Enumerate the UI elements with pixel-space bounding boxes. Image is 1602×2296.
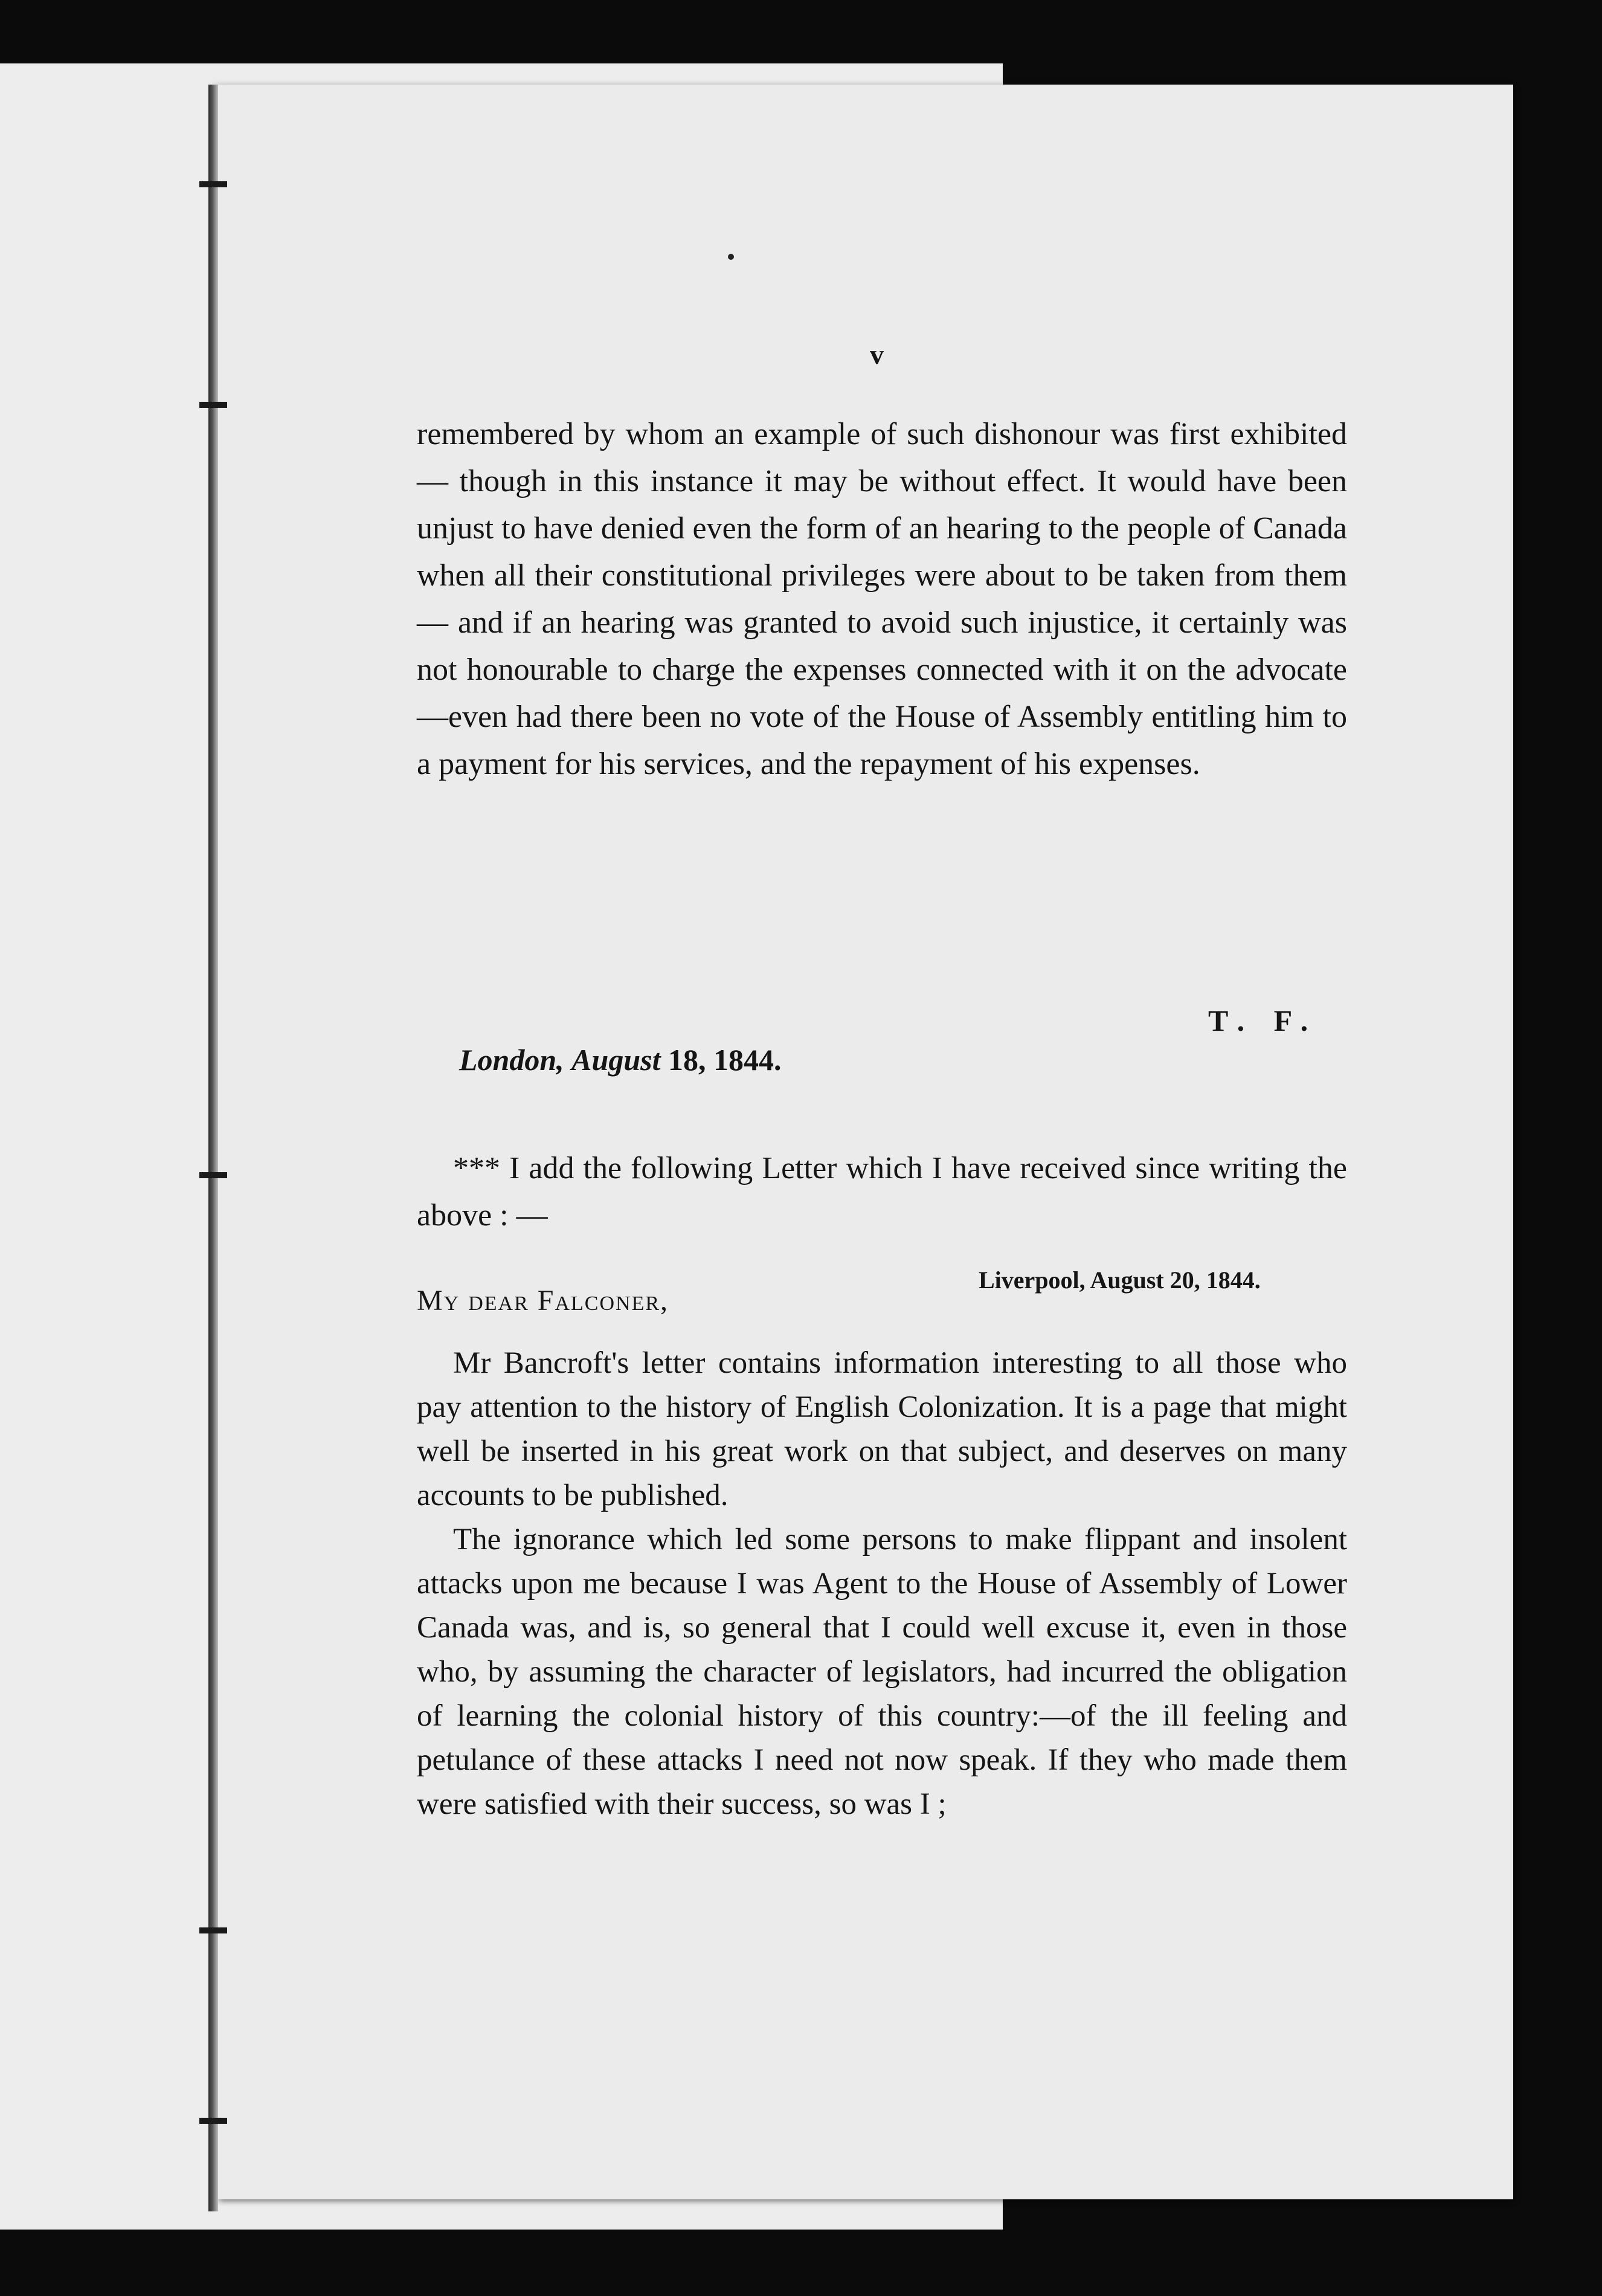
place-and-date [459,1042,782,1077]
binding-stitch [199,1927,227,1933]
page-number: v [870,339,884,370]
note-text: *** I add the following Letter which I have received since writing the above : — [417,1151,1347,1233]
date-day-year: 18, 1844. [668,1043,782,1077]
author-initials: T. F. [1208,1004,1319,1037]
binding-stitch [199,2118,227,2124]
place-name: London, [459,1043,564,1077]
letter-paragraph: Mr Bancroft's letter contains information interesting to all those who pay attention to the history of English Colonization. It is a page that might well be inserted in his great work on that subject, and deserves on many accounts to be published. [417,1346,1347,1512]
editorial-note [417,1145,1347,1239]
letter-salutation: My dear Falconer, [417,1285,669,1317]
right-page [217,85,1513,2199]
letter-dateline: Liverpool, August 20, 1844. [979,1266,1261,1294]
date-month: August [571,1043,661,1077]
continuation-paragraph [417,411,1347,788]
continuation-text: remembered by whom an example of such dishonour was first exhibited — though in this instance it may be without effect. It would have been unjust to have denied even the form of an hearing to the people of Canada when all their constitutional privileges were about to be taken from them— and if an hearing was granted to avoid such injustice, it certainly was not honourable to charge the expenses connected with it on the advocate—even had there been no vote of the House of Assembly entitling him to a payment for his services, and the repayment of his expenses. [417,417,1347,781]
binding-stitch [199,181,227,187]
print-speck [728,254,734,260]
letter-body [417,1341,1347,1827]
binding-stitch [199,402,227,408]
letter-paragraph: The ignorance which led some persons to make flippant and insolent attacks upon me because I was Agent to the House of Assembly of Lower Canada was, and is, so general that I could well excuse it, even in those who, by assuming the character of legislators, had incurred the obligation of learning the colonial history of this country:—of the ill feeling and petulance of these attacks I need not now speak. If they who made them were satisfied with their success, so was I ; [417,1523,1347,1821]
binding-stitch [199,1172,227,1178]
